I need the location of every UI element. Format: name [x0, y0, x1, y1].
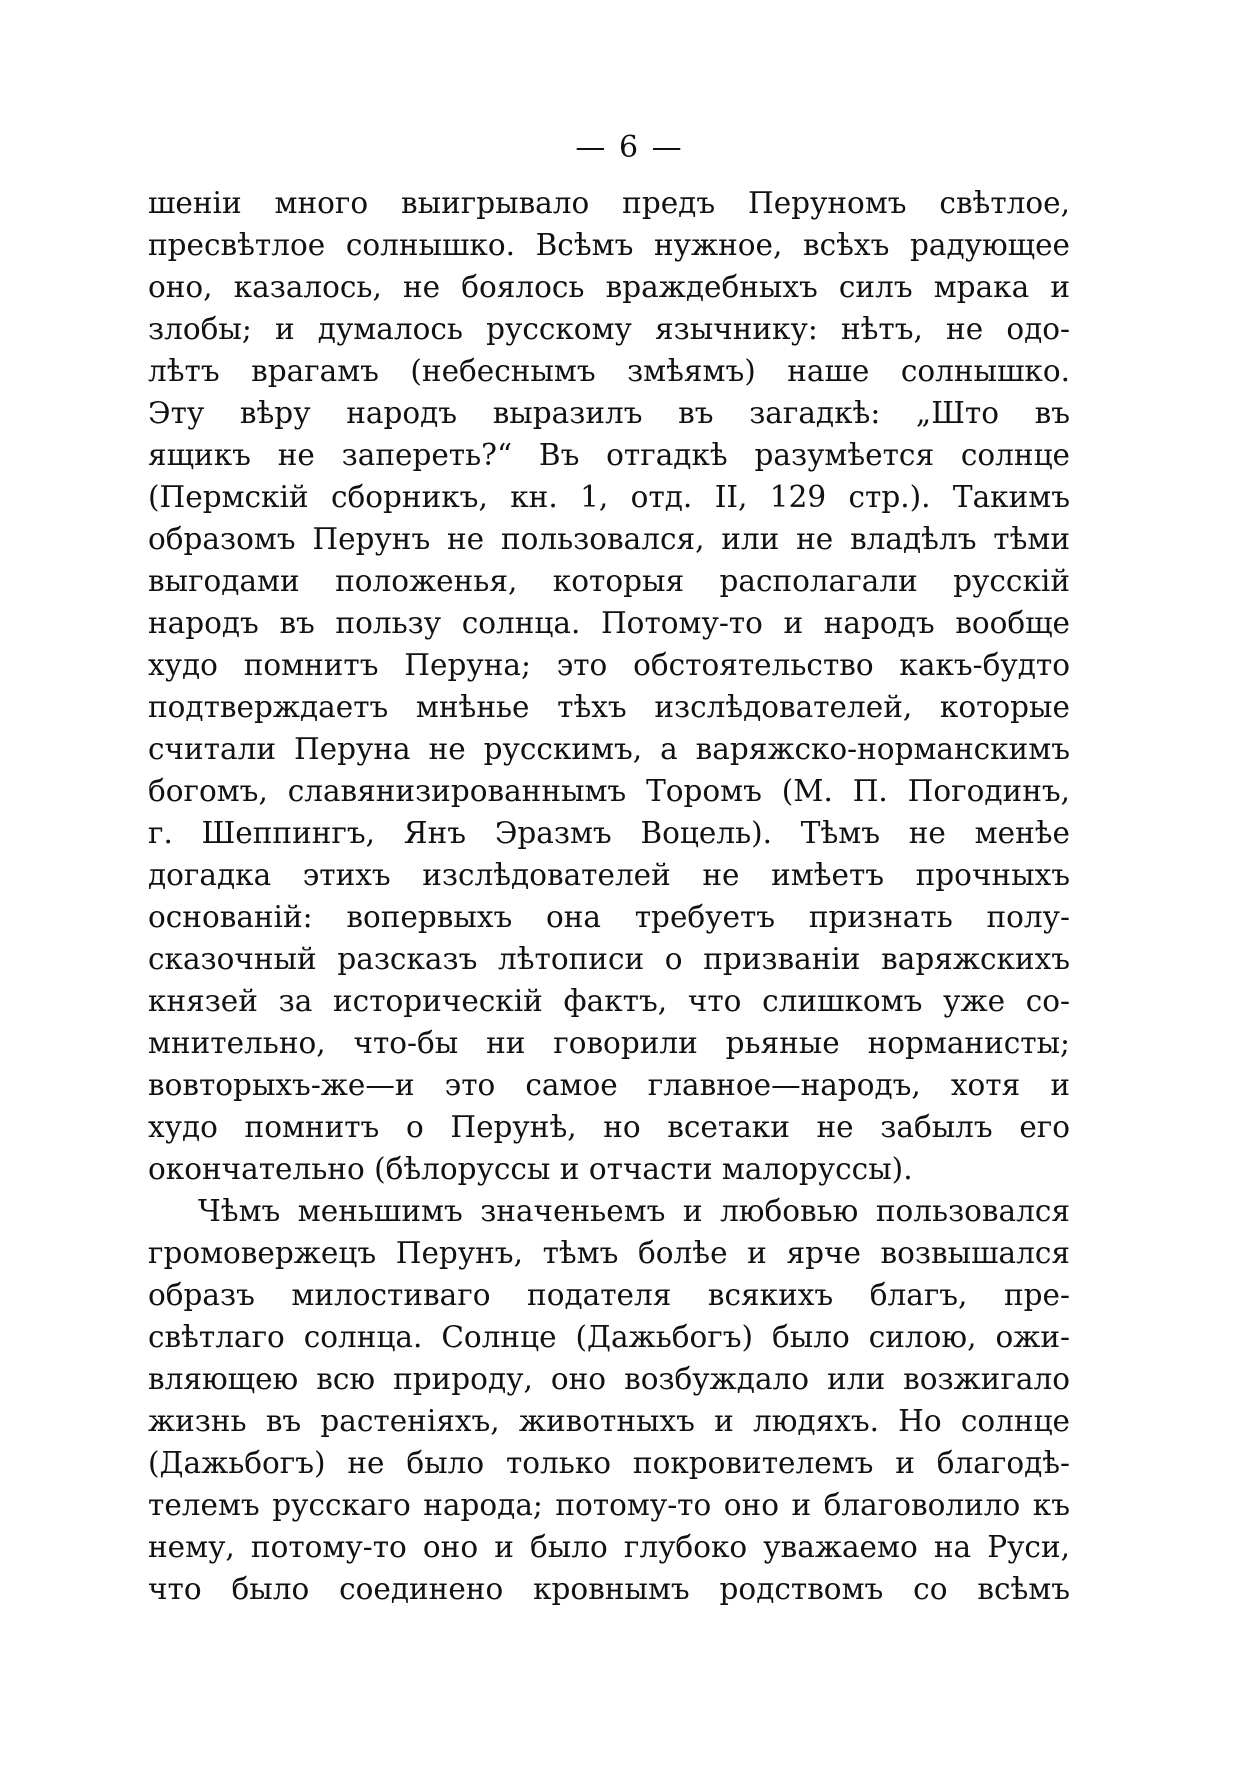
text-line: что было соединено кровнымъ родствомъ со всѣмъ: [148, 1572, 1070, 1606]
text-line: худо помнитъ Перуна; это обстоятельство какъ-будто: [148, 648, 1070, 682]
text-line: оно, казалось, не боялось враждебныхъ силъ мрака и: [148, 270, 1070, 304]
text-line: мнительно, что-бы ни говорили рьяные норманисты;: [148, 1026, 1070, 1060]
text-line: подтверждаетъ мнѣнье тѣхъ изслѣдователей, которые: [148, 690, 1070, 724]
text-line: догадка этихъ изслѣдователей не имѣетъ прочныхъ: [148, 858, 1070, 892]
text-line: окончательно (бѣлоруссы и отчасти малоруссы).: [148, 1152, 913, 1186]
text-line: пресвѣтлое солнышко. Всѣмъ нужное, всѣхъ радующее: [148, 228, 1070, 262]
text-line: богомъ, славянизированнымъ Торомъ (М. П. Погодинъ,: [148, 774, 1070, 808]
page-number: — 6 —: [575, 130, 684, 165]
text-line: свѣтлаго солнца. Солнце (Дажьбогъ) было силою, ожи-: [148, 1320, 1070, 1354]
text-line: г. Шеппингъ, Янъ Эразмъ Вoцель). Тѣмъ не менѣе: [148, 816, 1070, 850]
text-line: образомъ Перунъ не пользовался, или не владѣлъ тѣми: [148, 522, 1070, 556]
text-line: (Пермскiй сборникъ, кн. 1, отд. II, 129 стр.). Такимъ: [148, 480, 1070, 514]
text-line: ящикъ не запереть?“ Въ отгадкѣ разумѣется солнце: [148, 438, 1070, 472]
text-line: громовержецъ Перунъ, тѣмъ болѣе и ярче возвышался: [148, 1236, 1070, 1270]
text-line: считали Перуна не русскимъ, а варяжско-норманскимъ: [148, 732, 1070, 766]
body-text: [148, 182, 1070, 1610]
text-line: народъ въ пользу солнца. Потому-то и народъ вообще: [148, 606, 1070, 640]
text-line: (Дажьбогъ) не было только покровителемъ и благодѣ-: [148, 1446, 1070, 1480]
text-line: вляющею всю природу, оно возбуждало или возжигало: [148, 1362, 1070, 1396]
text-line: образъ милостиваго подателя всякихъ благъ, пре-: [148, 1278, 1070, 1312]
text-line: сказочный разсказъ лѣтописи о призванiи варяжскихъ: [148, 942, 1070, 976]
text-line: худо помнитъ о Перунѣ, но всетаки не забылъ его: [148, 1110, 1070, 1144]
text-line: телемъ русскаго народа; потому-то оно и благоволило къ: [148, 1488, 1070, 1522]
text-line: злобы; и думалось русскому язычнику: нѣтъ, не одо-: [148, 312, 1070, 346]
text-line: Эту вѣру народъ выразилъ въ загадкѣ: „Што въ: [148, 396, 1070, 430]
text-line: лѣтъ врагамъ (небеснымъ змѣямъ) наше солнышко.: [148, 354, 1070, 388]
text-line: выгодами положенья, которыя располагали русскiй: [148, 564, 1070, 598]
text-line: основанiй: вопервыхъ она требуетъ признать полу-: [148, 900, 1070, 934]
text-line: князей за историческiй фактъ, что слишкомъ уже со-: [148, 984, 1070, 1018]
text-line: жизнь въ растенiяхъ, животныхъ и людяхъ. Но солнце: [148, 1404, 1070, 1438]
text-line: вовторыхъ-же—и это самое главное—народъ, хотя и: [148, 1068, 1070, 1102]
text-line: Чѣмъ меньшимъ значеньемъ и любовью пользовался: [198, 1194, 1070, 1228]
text-line: нему, потому-то оно и было глубоко уважаемо на Руси,: [148, 1530, 1070, 1564]
text-line: шенiи много выигрывало предъ Перуномъ свѣтлое,: [148, 186, 1070, 220]
